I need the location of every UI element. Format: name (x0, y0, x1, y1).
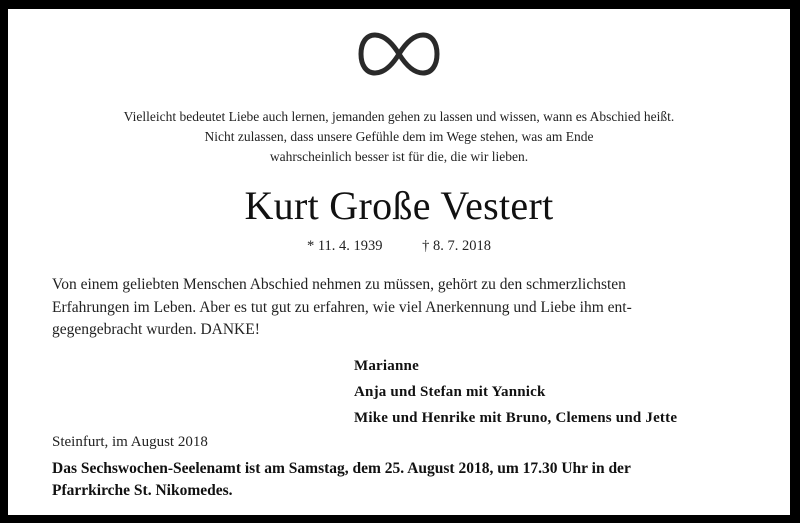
announcement-line: Das Sechswochen-Seelenamt ist am Samstag, dem 25. August 2018, um 17.30 Uhr in der (52, 460, 631, 477)
announcement-line: Pfarrkirche St. Nikomedes. (52, 482, 233, 499)
quote-line: Vielleicht bedeutet Liebe auch lernen, jemanden gehen zu lassen und wissen, wann es Abschied heißt. (123, 109, 675, 124)
signers (354, 353, 677, 431)
body-line: Erfahrungen im Leben. Aber es tut gut zu erfahren, wie viel Anerkennung und Liebe ihm ent- (52, 298, 632, 316)
body-line: Von einem geliebten Menschen Abschied nehmen zu müssen, gehört zu den schmerzlichsten (52, 276, 626, 293)
signer: Mike und Henrike mit Bruno, Clemens und Jette (354, 410, 678, 426)
infinity-symbol (8, 31, 790, 82)
service-announcement (52, 458, 772, 502)
obituary-notice (8, 9, 790, 515)
death-date: † 8. 7. 2018 (422, 238, 492, 254)
infinity-icon (358, 31, 440, 77)
place-date: Steinfurt, im August 2018 (52, 434, 208, 450)
body-line: gegengebracht wurden. DANKE! (52, 321, 260, 338)
signer: Anja und Stefan mit Yannick (354, 384, 546, 400)
thank-you-text (52, 274, 752, 342)
quote (8, 107, 790, 167)
quote-line: wahrscheinlich besser ist für die, die wir lieben. (269, 149, 529, 164)
deceased-name: Kurt Große Vestert (244, 183, 554, 228)
signer: Marianne (354, 358, 419, 374)
quote-line: Nicht zulassen, dass unsere Gefühle dem im Wege stehen, was am Ende (204, 129, 594, 144)
birth-date: * 11. 4. 1939 (306, 238, 383, 254)
life-dates (8, 238, 790, 255)
